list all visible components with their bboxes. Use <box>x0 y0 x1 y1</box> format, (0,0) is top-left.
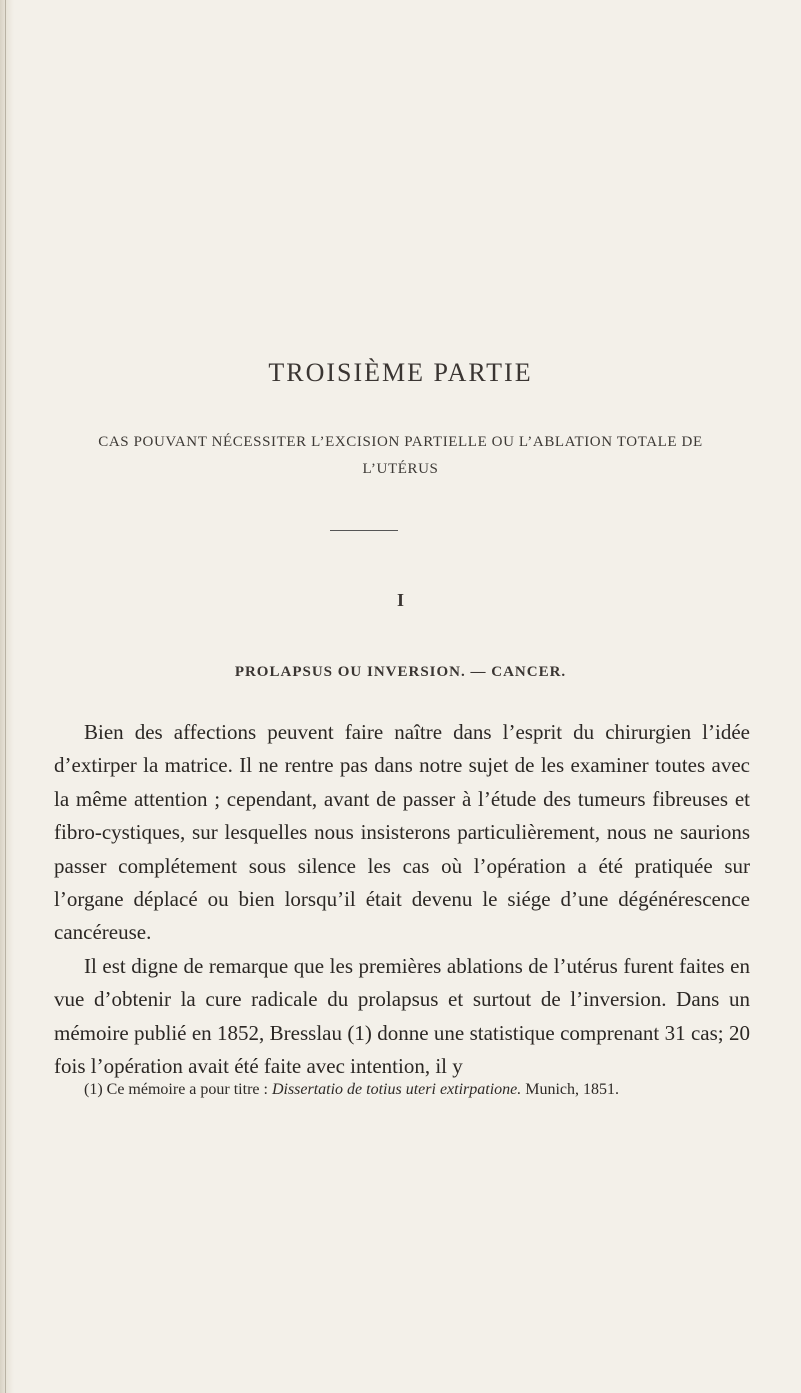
divider-rule <box>330 530 398 531</box>
footnote-prefix: (1) Ce mémoire a pour titre : <box>84 1081 272 1098</box>
paragraph-2: Il est digne de remarque que les premières ablations de l’utérus furent faites en vue d’obtenir la cure radicale du prolapsus et surtout de l’inversion. Dans un mémoire publié en 1852, Bresslau (1) donne une statistique comprenant 31 cas; 20 fois l’opération avait été faite avec intention, il y <box>54 953 750 1079</box>
paragraph-1: Bien des affections peuvent faire naître dans l’esprit du chirurgien l’idée d’extirper la matrice. Il ne rentre pas dans notre sujet de les examiner toutes avec la même attention ; cependant, avant de passer à l’étude des tumeurs fibreuses et fibro-cystiques, sur lesquelles nous insisterons particulièrement, nous ne saurions passer complétement sous silence les cas où l’opération a été pratiquée sur l’organe déplacé ou bien lorsqu’il était devenu le siége d’une dégénérescence cancéreuse. <box>54 720 750 945</box>
section-number: I <box>396 590 404 610</box>
footnote-title: Dissertatio de totius uteri extirpatione. <box>271 1081 522 1098</box>
body-text <box>54 716 750 1083</box>
footnote-suffix: Munich, 1851. <box>525 1081 620 1098</box>
section-heading: PROLAPSUS OU INVERSION. — CANCER. <box>234 664 567 680</box>
footnote <box>54 1078 750 1102</box>
page-edge <box>0 0 14 1393</box>
page-edge-line <box>5 0 6 1393</box>
footnote-text <box>54 1078 750 1102</box>
part-title: TROISIÈME PARTIE <box>268 358 533 387</box>
part-subtitle: CAS POUVANT NÉCESSITER L’EXCISION PARTIELLE OU L’ABLATION TOTALE DE L’UTÉRUS <box>98 434 703 477</box>
